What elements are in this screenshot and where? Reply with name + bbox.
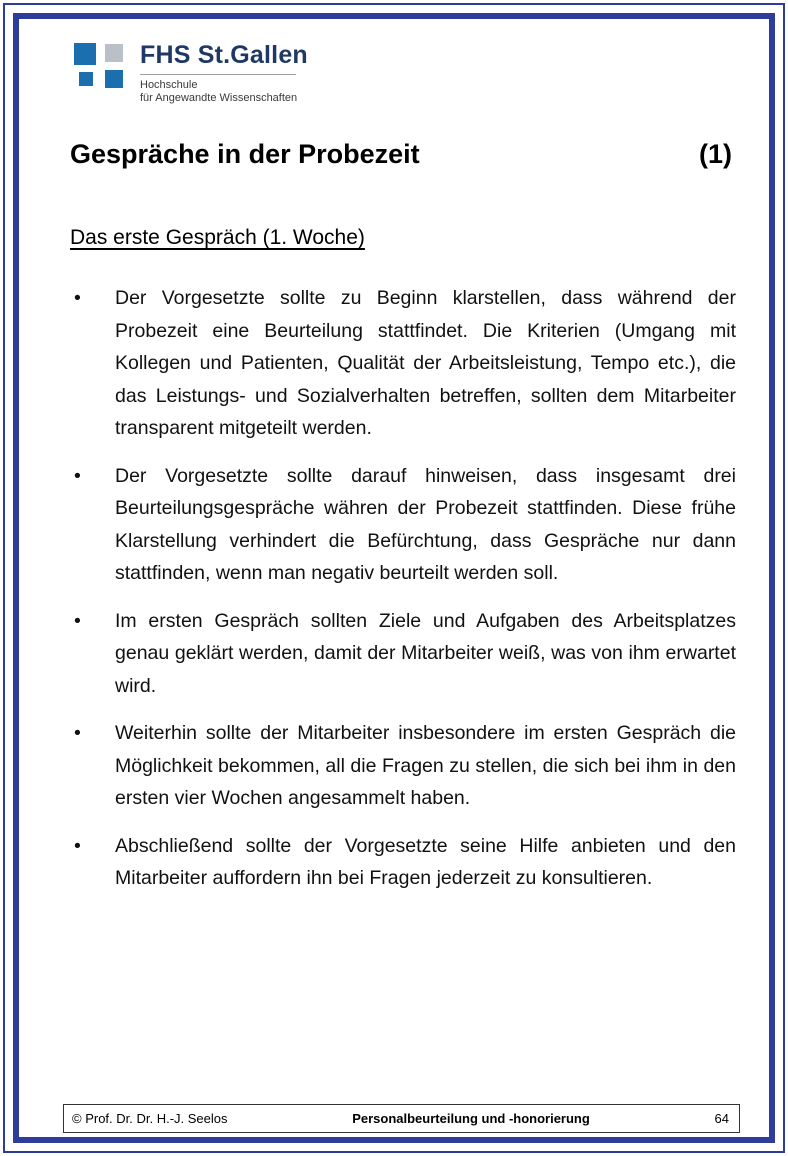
bullet-icon: •: [74, 722, 81, 744]
list-item: [70, 282, 736, 445]
bullet-icon: •: [74, 287, 81, 309]
logo-divider: [140, 74, 296, 75]
bullet-icon: •: [74, 464, 81, 487]
logo-square-gray: [105, 44, 123, 62]
logo-square-blue-2: [79, 72, 93, 86]
bullet-list: [70, 282, 736, 895]
list-item: [70, 717, 736, 815]
slide-content: [19, 19, 769, 1137]
footer-course-title: Personalbeurteilung und -honorierung: [352, 1111, 590, 1126]
footer: [63, 1104, 740, 1133]
bullet-text: Abschließend sollte der Vorgesetzte seine Hilfe anbieten und den Mitarbeiter auffordern ihn bei Fragen jederzeit zu konsultieren.: [115, 834, 736, 889]
bullet-text: Weiterhin sollte der Mitarbeiter insbesondere im ersten Gespräch die Möglichkeit bekommen, all die Fragen zu stellen, die sich bei ihm in den ersten vier Wochen angesammelt haben.: [115, 722, 736, 809]
logo: [74, 41, 736, 105]
logo-name: FHS St.Gallen: [140, 41, 308, 69]
slide-marker: (1): [699, 139, 732, 169]
title-row: [70, 139, 736, 170]
list-item: [70, 830, 736, 895]
list-item: [70, 460, 736, 590]
logo-subtitle-line2: für Angewandte Wissenschaften: [140, 92, 298, 104]
bullet-text: Der Vorgesetzte sollte zu Beginn klarstellen, dass während der Probezeit eine Beurteilung stattfindet. Die Kriterien (Umgang mit Kollegen und Patienten, Qualität der Arbeitsleistung, Tempo etc.), die das Leistungs- und Sozialverhalten betreffen, sollten dem Mitarbeiter transparent mitgeteilt werden.: [115, 287, 736, 439]
logo-text: [140, 41, 308, 105]
logo-square-blue-3: [105, 70, 123, 88]
list-item: [70, 605, 736, 703]
logo-squares-icon: [74, 41, 126, 91]
footer-author: © Prof. Dr. Dr. H.-J. Seelos: [72, 1111, 228, 1126]
bullet-icon: •: [74, 609, 81, 632]
bullet-text: Der Vorgesetzte sollte darauf hinweisen, dass insgesamt drei Beurteilungsgespräche währen der Probezeit stattfinden. Diese frühe Klarstellung verhindert die Befürchtung, dass Gespräche nur dann stattfinden, wenn man negativ beurteilt werden soll.: [115, 464, 736, 584]
footer-page-number: 64: [714, 1111, 729, 1126]
logo-subtitle-line1: Hochschule: [140, 79, 198, 91]
logo-square-blue-1: [74, 43, 96, 65]
inner-border: [13, 13, 775, 1143]
page-title: Gespräche in der Probezeit: [70, 139, 420, 169]
bullet-text: Im ersten Gespräch sollten Ziele und Aufgaben des Arbeitsplatzes genau geklärt werden, damit der Mitarbeiter weiß, was von ihm erwartet wird.: [115, 609, 736, 697]
section-heading: Das erste Gespräch (1. Woche): [70, 226, 365, 249]
bullet-icon: •: [74, 834, 81, 857]
